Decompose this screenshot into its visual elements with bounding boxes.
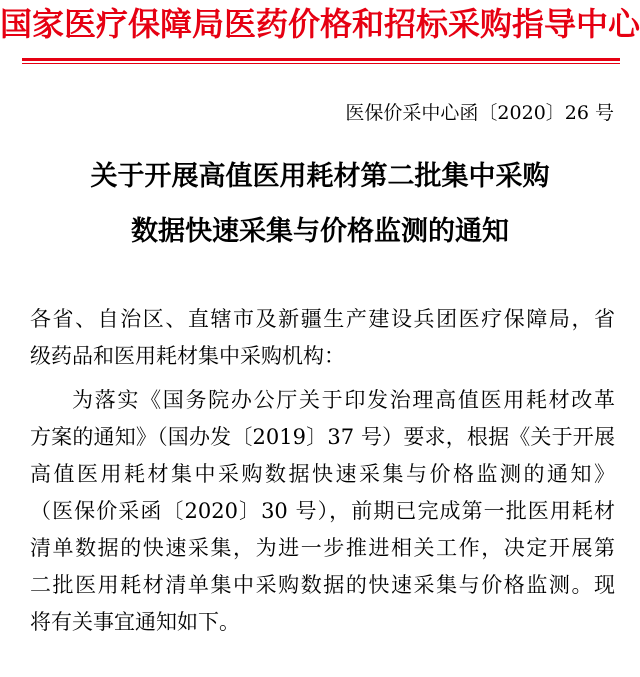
addressee-line: 级药品和医用耗材集中采购机构： <box>30 344 345 368</box>
notice-title-line-1: 关于开展高值医用耗材第二批集中采购 <box>90 161 550 192</box>
header-red-rule-thin <box>22 63 620 64</box>
addressee-line: 各省、自治区、直辖市及新疆生产建设兵团医疗保障局，省 <box>30 307 615 331</box>
notice-title-line-2: 数据快速采集与价格监测的通知 <box>131 216 509 247</box>
paragraph-line: 清单数据的快速采集，为进一步推进相关工作，决定开展第 <box>30 536 615 560</box>
paragraph-line: 将有关事宜通知如下。 <box>30 610 240 634</box>
header-red-rule-thick <box>22 58 620 61</box>
paragraph-line: 二批医用耗材清单集中采购数据的快速采集与价格监测。现 <box>30 573 615 597</box>
document-number: 医保价采中心函〔2020〕26 号 <box>345 102 614 124</box>
agency-masthead: 国家医疗保障局医药价格和招标采购指导中心 <box>0 5 640 43</box>
paragraph-line: （医保价采函〔2020〕30 号），前期已完成第一批医用耗材 <box>30 499 615 523</box>
paragraph-line: 方案的通知》（国办发〔2019〕37 号）要求，根据《关于开展 <box>30 425 615 449</box>
addressee-block <box>30 301 615 375</box>
body-paragraph <box>30 382 615 641</box>
paragraph-line: 高值医用耗材集中采购数据快速采集与价格监测的通知》 <box>30 462 615 486</box>
paragraph-line: 为落实《国务院办公厅关于印发治理高值医用耗材改革 <box>72 388 615 412</box>
